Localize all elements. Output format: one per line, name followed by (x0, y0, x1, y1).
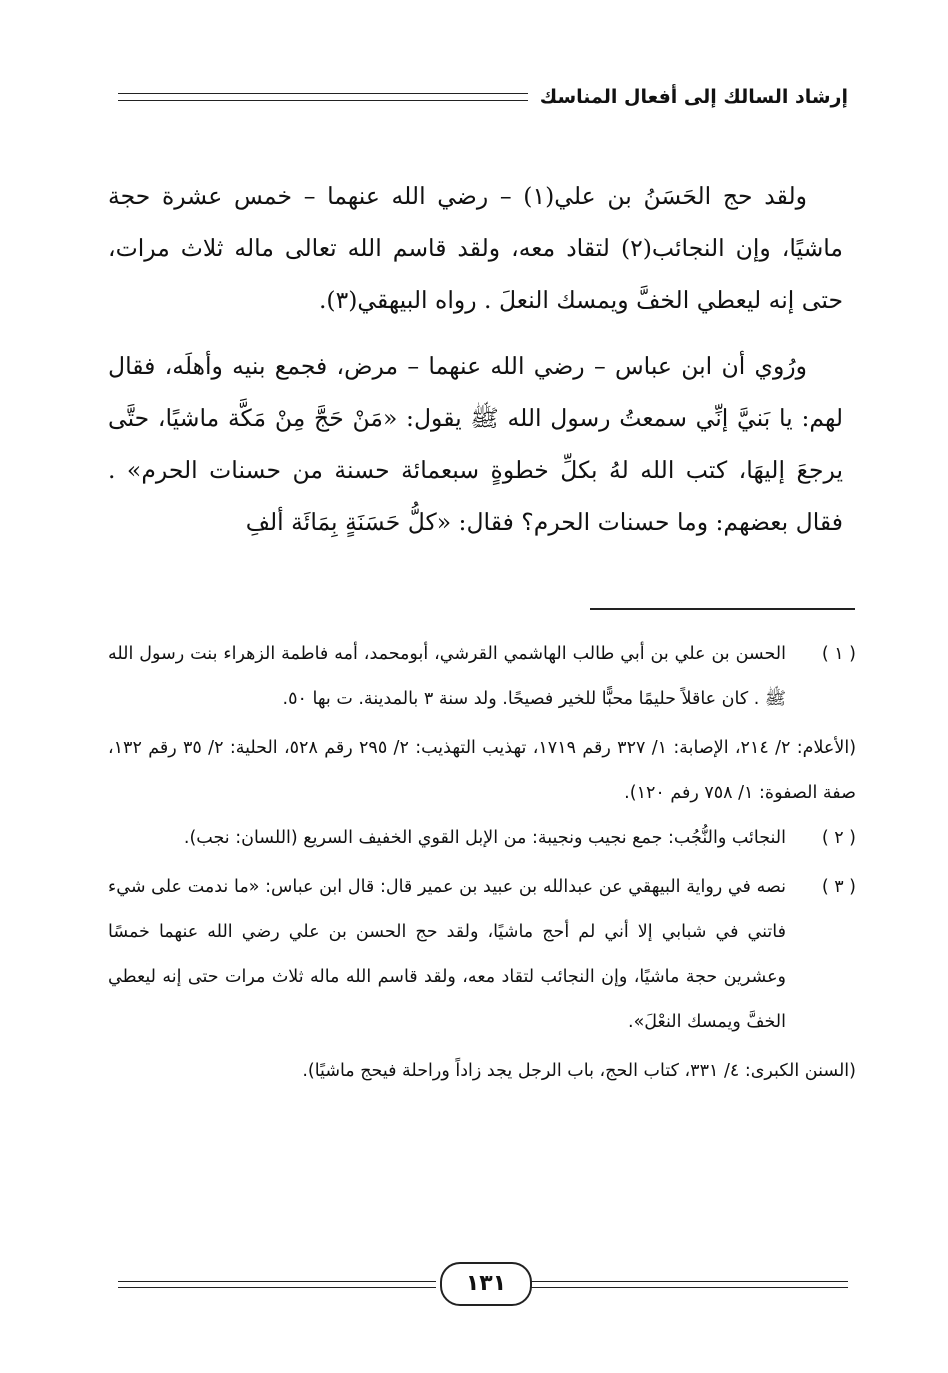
footnote-body (108, 632, 786, 722)
footnote-1-source: (الأعلام: ٢/ ٢١٤، الإصابة: ١/ ٣٢٧ رقم ١٧١٩، تهذيب التهذيب: ٢/ ٢٩٥ رقم ٥٢٨، الحلية: ٢/ ٣٥ رقم ١٣٢، صفة الصفوة: ١/ ٧٥٨ رفم ١٢٠). (108, 738, 857, 803)
footnote-1 (108, 632, 856, 722)
footnote-text: النجائب والنُّجُب: جمع نجيب ونجيبة: من الإبل القوي الخفيف السريع (اللسان: نجب). (183, 828, 786, 848)
footnote-text: نصه في رواية البيهقي عن عبدالله بن عبيد بن عمير قال: قال ابن عباس: «ما ندمت على شيء فاتني في شبابي إلا أني لم أحج ماشيًا، ولقد حج الحسن بن علي رضي الله عنهما خمسًا وعشرين حجة ماشيًا، وإن النجائب لتقاد معه، ولقد قاسم الله ماله ثلاث مرات حتى إنه ليعطي الخفَّ ويمسك النعْلَ». (108, 877, 786, 1032)
running-header (118, 80, 848, 114)
footnote-body (108, 865, 786, 1045)
footnote-3 (108, 865, 856, 1045)
footnote-number: ( ٢ ) (821, 828, 856, 848)
footnote-number: ( ٣ ) (821, 877, 856, 897)
book-title: إرشاد السالك إلى أفعال المناسك (539, 86, 848, 108)
page-footer (118, 1262, 848, 1312)
footnote-text: الحسن بن علي بن أبي طالب الهاشمي القرشي، أبومحمد، أمه فاطمة الزهراء بنت رسول الله ﷺ . كان عاقلاً حليمًا محبًّا للخير فصيحًا. ولد سنة ٣ بالمدينة. ت بها ٥٠. (108, 644, 786, 709)
footnote-body (108, 816, 786, 861)
main-text (108, 170, 843, 562)
footer-rule-left (118, 1281, 436, 1288)
paragraph-1: ولقد حج الحَسَنُ بن علي(١) – رضي الله عنهما – خمس عشرة حجة ماشيًا، وإن النجائب(٢) لتقاد معه، ولقد قاسم الله تعالى ماله ثلاث مرات، حتى إنه ليعطي الخفَّ ويمسك النعلَ . رواه البيهقي(٣). (108, 182, 844, 314)
footer-rule-right (530, 1281, 848, 1288)
paragraph-2: ورُوي أن ابن عباس – رضي الله عنهما – مرض، فجمع بنيه وأهلَه، فقال لهم: يا بَنيَّ إنِّي سمعتُ رسول الله ﷺ يقول: «مَنْ حَجَّ مِنْ مَكَّة ماشيًا، حتَّى يرجعَ إليهَا، كتب الله لهُ بكلِّ خطوةٍ سبعمائة حسنة من حسنات الحرم» . فقال بعضهم: وما حسنات الحرم؟ فقال: «كلُّ حَسَنَةٍ بِمَائَة ألفِ (108, 352, 843, 536)
header-rule (118, 93, 528, 101)
page-number: ١٣١ (440, 1262, 532, 1306)
footnote-2 (108, 816, 856, 861)
footnote-number: ( ١ ) (821, 644, 856, 664)
footnote-3-source: (السنن الكبرى: ٤/ ٣٣١، كتاب الحج، باب الرجل يجد زاداً وراحلة فيحج ماشيًا). (302, 1061, 856, 1081)
footnotes (108, 632, 856, 1094)
footnote-separator (590, 608, 855, 610)
